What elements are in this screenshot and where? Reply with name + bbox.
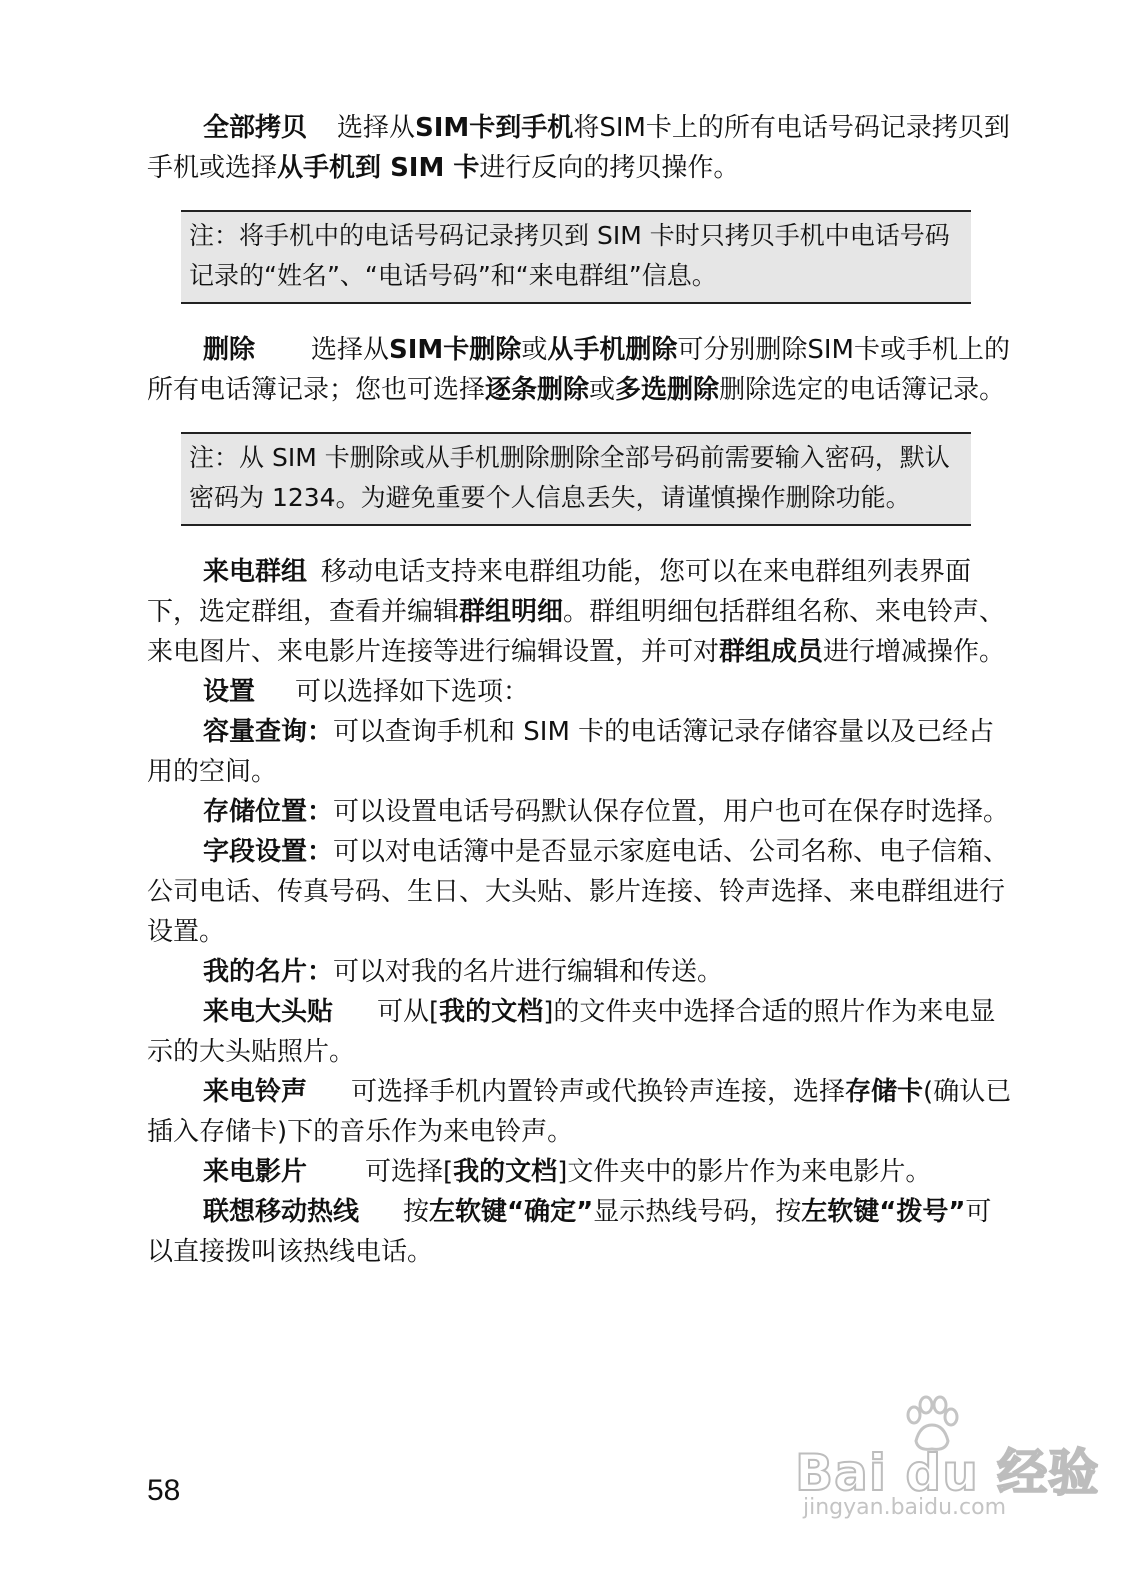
term-memory-card: 存储卡 (845, 1077, 924, 1107)
term-caller-photo: 来电大头贴 (203, 997, 334, 1027)
term-left-soft-key-dial: 左软键“拨号” (801, 1197, 966, 1227)
paragraph-my-card (147, 952, 1013, 992)
term-group-members: 群组成员 (719, 637, 824, 667)
text: 可以对电话簿中是否显示家庭电话、公司名称、电子信箱、公司电话、传真号码、生日、大头贴、影片连接、铃声选择、来电群组进行设置。 (147, 837, 1010, 947)
text: 移动电话支持来电群组功能，您可以在来电群组列表界面下，选定群组，查看并编辑 (147, 557, 972, 627)
watermark-logo: Bai du 经验 (795, 1444, 1100, 1502)
text: 选择从 (311, 335, 390, 365)
paragraph-caller-group (147, 552, 1013, 672)
term-delete-one: 逐条删除 (485, 375, 590, 405)
text: ]的文件夹中选择合适的照片作为来电显示的大头贴照片。 (147, 997, 996, 1067)
term-capacity: 容量查询： (203, 717, 334, 747)
term-group-detail: 群组明细 (459, 597, 564, 627)
text: 进行反向的拷贝操作。 (479, 153, 740, 183)
paragraph-caller-ring (147, 1072, 1013, 1152)
term-hotline: 联想移动热线 (203, 1197, 360, 1227)
term-caller-video: 来电影片 (203, 1157, 308, 1187)
term-left-soft-key-ok: 左软键“确定” (429, 1197, 594, 1227)
note-box-delete (181, 432, 971, 526)
paragraph-fields (147, 832, 1013, 952)
text: 可以选择如下选项： (295, 677, 530, 707)
text: 可选择[ (365, 1157, 454, 1187)
text: 可以对我的名片进行编辑和传送。 (333, 957, 724, 987)
term-delete-phone: 从手机删除 (547, 335, 678, 365)
term-sim-to-phone: SIM卡到手机 (415, 113, 574, 143)
text: 可从[ (377, 997, 440, 1027)
note-text: 注：将手机中的电话号码记录拷贝到 SIM 卡时只拷贝手机中电话号码记录的“姓名”、“电话号码”和“来电群组”信息。 (189, 221, 950, 290)
term-copy-all: 全部拷贝 (203, 113, 308, 143)
text: 可选择手机内置铃声或代换铃声连接，选择 (351, 1077, 846, 1107)
baidu-jingyan-watermark (795, 1395, 1100, 1525)
term-settings: 设置 (203, 677, 256, 707)
paragraph-storage (147, 792, 1013, 832)
page-number: 58 (147, 1474, 181, 1507)
text: 可以查询手机和 SIM 卡的电话簿记录存储容量以及已经占用的空间。 (147, 717, 995, 787)
paragraph-capacity (147, 712, 1013, 792)
text: 选择从 (337, 113, 416, 143)
text: ]文件夹中的影片作为来电影片。 (557, 1157, 932, 1187)
text: 将SIM卡上的所有电话号码记录拷贝到手机或选择 (147, 113, 1010, 183)
term-my-card: 我的名片： (203, 957, 334, 987)
term-delete: 删除 (203, 335, 256, 365)
text: 可分别删除SIM卡或手机上的所有电话簿记录；您也可选择 (147, 335, 1010, 405)
text: 。群组明细包括群组名称、来电铃声、来电图片、来电影片连接等进行编辑设置，并可对 (147, 597, 1006, 667)
term-fields: 字段设置： (203, 837, 334, 867)
text: 显示热线号码，按 (593, 1197, 802, 1227)
text: 或 (589, 375, 616, 405)
term-delete-sim: SIM卡删除 (389, 335, 522, 365)
term-my-documents: 我的文档 (453, 1157, 558, 1187)
note-box-copy (181, 210, 971, 304)
paragraph-caller-video (147, 1152, 1013, 1192)
paragraph-caller-photo (147, 992, 1013, 1072)
text: 可以设置电话号码默认保存位置，用户也可在保存时选择。 (333, 797, 1010, 827)
term-phone-to-sim: 从手机到 SIM 卡 (277, 153, 480, 183)
text: 删除选定的电话簿记录。 (719, 375, 1006, 405)
paragraph-delete (147, 330, 1013, 410)
manual-page-content (147, 108, 1013, 1272)
term-caller-ring: 来电铃声 (203, 1077, 308, 1107)
term-delete-multi: 多选删除 (615, 375, 720, 405)
text: 或 (521, 335, 548, 365)
paragraph-hotline (147, 1192, 1013, 1272)
text: (确认已插入存储卡)下的音乐作为来电铃声。 (147, 1077, 1012, 1147)
paragraph-copy-all (147, 108, 1013, 188)
watermark-url: jingyan.baidu.com (803, 1495, 1007, 1520)
note-text: 注：从 SIM 卡删除或从手机删除删除全部号码前需要输入密码，默认密码为 1234。为避免重要个人信息丢失，请谨慎操作删除功能。 (189, 443, 950, 512)
term-caller-group: 来电群组 (203, 557, 308, 587)
term-storage: 存储位置： (203, 797, 334, 827)
paragraph-settings (147, 672, 1013, 712)
term-my-documents: 我的文档 (439, 997, 544, 1027)
text: 进行增减操作。 (823, 637, 1006, 667)
text: 按 (403, 1197, 430, 1227)
text: 可以直接拨叫该热线电话。 (147, 1197, 992, 1267)
